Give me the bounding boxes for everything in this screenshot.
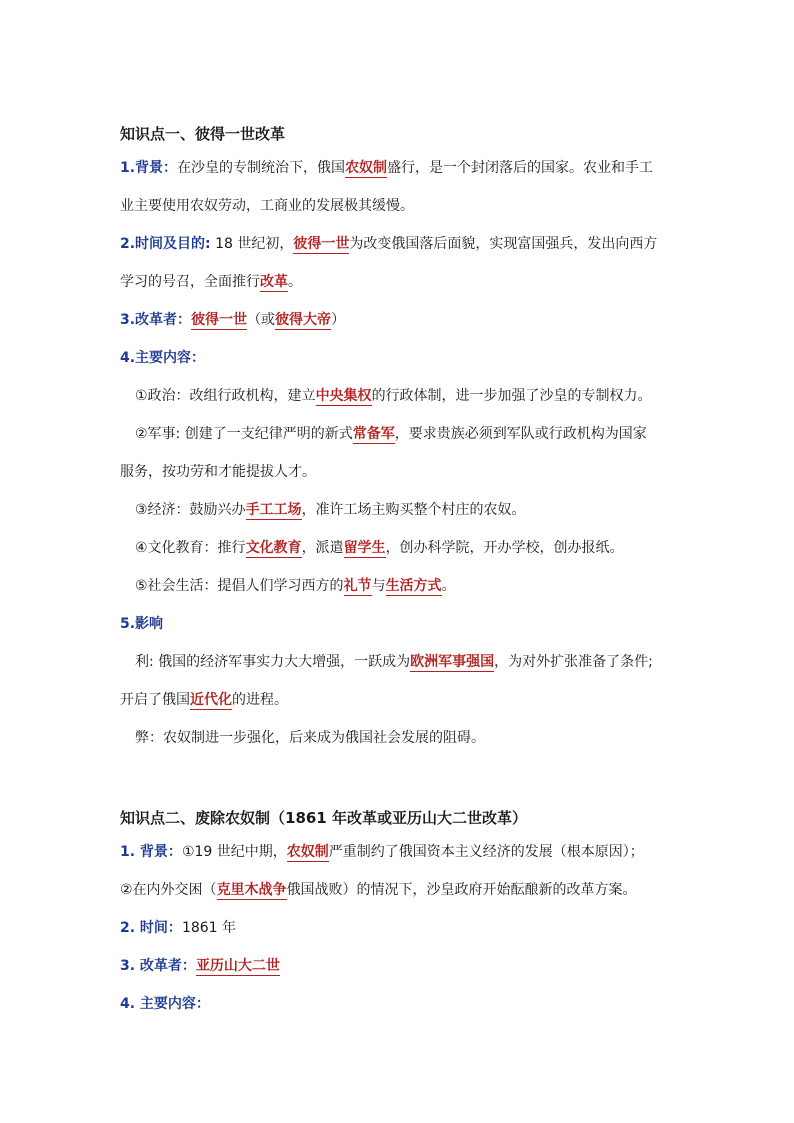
text: 俄国战败）的情况下，沙皇政府开始酝酿新的改革方案。	[286, 882, 637, 898]
section1-title: 知识点一、彼得一世改革	[120, 125, 286, 143]
text: 为改变俄国落后面貌，实现富国强兵，发出向西方	[349, 236, 658, 252]
text: ，创办科学院，开办学校，创办报纸。	[385, 540, 624, 556]
section2-title: 知识点二、废除农奴制（1861 年改革或亚历山大二世改革）	[120, 809, 527, 827]
s2-time-label: 2. 时间：	[120, 920, 182, 936]
s2-background-label: 1. 背景：	[120, 844, 182, 860]
s1-time-line2	[120, 272, 302, 292]
s1-culture-line	[135, 538, 624, 558]
s1-time-line1	[120, 234, 657, 254]
keyword: 农奴制	[345, 160, 388, 176]
text: 1861 年	[181, 920, 237, 936]
s1-pro-line2	[120, 690, 288, 710]
text: 18 世纪初，	[210, 236, 294, 252]
text: ②在内外交困（	[120, 882, 217, 898]
text: 开启了俄国	[120, 692, 190, 708]
text: ，为对外扩张准备了条件;	[494, 654, 653, 670]
text: 盛行，是一个封闭落后的国家。农业和手工	[387, 160, 654, 176]
text: 严重制约了俄国资本主义经济的发展（根本原因）；	[328, 844, 644, 860]
s1-pro-line1	[135, 652, 653, 672]
keyword: 文化教育	[245, 540, 302, 556]
s1-impact-label: 5.影响	[120, 616, 164, 632]
s2-background-line1	[120, 842, 644, 862]
s1-military-line1	[135, 424, 647, 444]
text: ②军事: 创建了一支纪律严明的新式	[135, 426, 353, 442]
s2-reformer-line	[120, 956, 280, 976]
s2-time-line	[120, 918, 236, 938]
keyword: 农奴制	[286, 844, 329, 860]
s1-background-label: 1.背景：	[120, 160, 178, 176]
s1-content-label: 4.主要内容：	[120, 350, 206, 366]
text: 利: 俄国的经济军事实力大大增强，一跃成为	[135, 654, 411, 670]
keyword: 近代化	[190, 692, 232, 708]
text: ，准许工场主购买整个村庄的农奴。	[301, 502, 526, 518]
keyword: 欧洲军事强国	[410, 654, 495, 670]
text: 在沙皇的专制统治下，俄国	[177, 160, 346, 176]
keyword: 克里木战争	[216, 882, 287, 898]
s1-background-line1	[120, 158, 653, 178]
text: ，要求贵族必须到军队或行政机构为国家	[394, 426, 647, 442]
keyword: 常备军	[352, 426, 395, 442]
keyword: 留学生	[343, 540, 386, 556]
text: （或	[247, 312, 276, 328]
s2-content-label: 4. 主要内容：	[120, 996, 210, 1012]
text: 与	[371, 578, 386, 594]
keyword: 彼得一世	[191, 312, 248, 328]
keyword: 亚历山大二世	[195, 958, 280, 974]
text: 。	[288, 274, 302, 290]
s2-background-line2	[120, 880, 637, 900]
keyword: 生活方式	[385, 578, 442, 594]
keyword: 彼得一世	[293, 236, 350, 252]
s1-reformer-label: 3.改革者：	[120, 312, 192, 328]
text: ④文化教育：推行	[135, 540, 246, 556]
s1-politics-line	[135, 386, 652, 406]
keyword: 彼得大帝	[275, 312, 332, 328]
s1-military-line2: 服务，按功劳和才能提拔人才。	[120, 464, 316, 480]
s1-economy-line	[135, 500, 526, 520]
keyword: 礼节	[343, 578, 372, 594]
text: 学习的号召，全面推行	[120, 274, 260, 290]
text: ①19 世纪中期，	[181, 844, 287, 860]
s1-social-line	[135, 576, 456, 596]
keyword: 改革	[260, 274, 288, 290]
text: ，派遣	[301, 540, 344, 556]
text: ）	[331, 312, 346, 328]
text: ③经济：鼓励兴办	[135, 502, 246, 518]
s2-reformer-label: 3. 改革者：	[120, 958, 196, 974]
keyword: 手工工场	[245, 502, 302, 518]
text: ①政治：改组行政机构，建立	[135, 388, 316, 404]
s1-con-line: 弊：农奴制进一步强化，后来成为俄国社会发展的阻碍。	[135, 730, 485, 746]
s1-reformer-line	[120, 310, 345, 330]
text: ⑤社会生活：提倡人们学习西方的	[135, 578, 344, 594]
text: 的行政体制，进一步加强了沙皇的专制权力。	[371, 388, 652, 404]
s1-time-label: 2.时间及目的:	[120, 236, 211, 252]
text: 的进程。	[232, 692, 288, 708]
s1-background-line2: 业主要使用农奴劳动，工商业的发展极其缓慢。	[120, 198, 414, 214]
text: 。	[441, 578, 456, 594]
keyword: 中央集权	[315, 388, 372, 404]
